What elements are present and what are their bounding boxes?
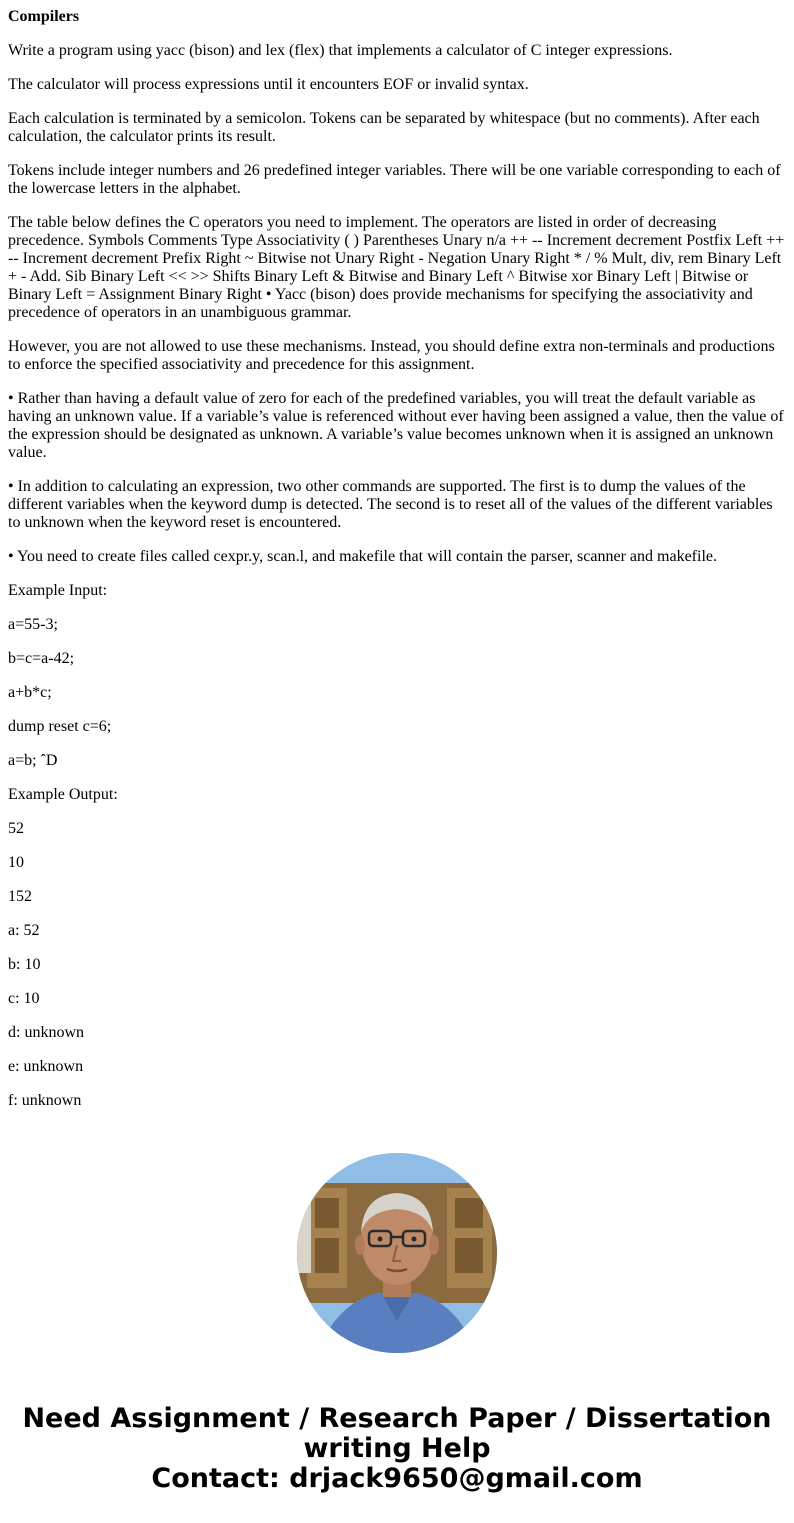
example-output-line: c: 10 xyxy=(8,990,40,1007)
author-avatar xyxy=(297,1153,497,1353)
paragraph-mechanisms: However, you are not allowed to use these mechanisms. Instead, you should define extra non-terminals and productions to enforce the specified associativity and precedence for this assignment. xyxy=(8,338,775,373)
paragraph-eof: The calculator will process expressions until it encounters EOF or invalid syntax. xyxy=(8,76,529,93)
example-output-line: 10 xyxy=(8,854,24,871)
paragraph-intro: Write a program using yacc (bison) and lex (flex) that implements a calculator of C integer expressions. xyxy=(8,42,673,59)
example-input-line: dump reset c=6; xyxy=(8,718,112,735)
document-title: Compilers xyxy=(8,8,80,25)
example-output-line: f: unknown xyxy=(8,1092,82,1109)
person-photo-icon xyxy=(297,1153,497,1353)
paragraph-commands: • In addition to calculating an expression, two other commands are supported. The first is to dump the values of the different variables when the keyword dump is detected. The second is to reset all of the values of the different variables to unknown when the keyword reset is encountered. xyxy=(8,478,773,531)
example-input-line: a=b; ˆD xyxy=(8,752,58,769)
promo-banner xyxy=(0,1404,794,1494)
example-output-line: 52 xyxy=(8,820,24,837)
example-output-label: Example Output: xyxy=(8,786,118,803)
paragraph-operators-table: The table below defines the C operators you need to implement. The operators are listed in order of decreasing precedence. Symbols Comments Type Associativity ( ) Parentheses Unary n/a ++ -- Increment decrement Postfix Left ++ -- Increment decrement Prefix Right ~ Bitwise not Unary Right - Negation Unary Right * / % Mult, div, rem Binary Left + - Add. Sib Binary Left << >> Shifts Binary Left & Bitwise and Binary Left ^ Bitwise xor Binary Left | Bitwise or Binary Left = Assignment Binary Right • Yacc (bison) does provide mechanisms for specifying the associativity and precedence of operators in an unambiguous grammar. xyxy=(8,214,785,321)
example-input-line: b=c=a-42; xyxy=(8,650,75,667)
document-body xyxy=(8,8,786,1126)
example-input-line: a+b*c; xyxy=(8,684,52,701)
example-output-line: b: 10 xyxy=(8,956,41,973)
example-output-line: a: 52 xyxy=(8,922,40,939)
promo-line-1: Need Assignment / Research Paper / Dissertation xyxy=(22,1403,772,1434)
promo-contact: Contact: drjack9650@gmail.com xyxy=(151,1463,643,1494)
example-input-label: Example Input: xyxy=(8,582,108,599)
paragraph-unknown-values: • Rather than having a default value of zero for each of the predefined variables, you will treat the default variable as having an unknown value. If a variable’s value is referenced without ever having been assigned a value, then the value of the expression should be designated as unknown. A variable’s value becomes unknown when it is assigned an unknown value. xyxy=(8,390,784,461)
paragraph-files: • You need to create files called cexpr.y, scan.l, and makefile that will contain the parser, scanner and makefile. xyxy=(8,548,717,565)
example-output-line: 152 xyxy=(8,888,32,905)
example-input-line: a=55-3; xyxy=(8,616,58,633)
paragraph-semicolon: Each calculation is terminated by a semicolon. Tokens can be separated by whitespace (but no comments). After each calculation, the calculator prints its result. xyxy=(8,110,760,145)
promo-line-2: writing Help xyxy=(303,1433,491,1464)
paragraph-tokens: Tokens include integer numbers and 26 predefined integer variables. There will be one variable corresponding to each of the lowercase letters in the alphabet. xyxy=(8,162,781,197)
example-output-line: d: unknown xyxy=(8,1024,84,1041)
example-output-line: e: unknown xyxy=(8,1058,84,1075)
